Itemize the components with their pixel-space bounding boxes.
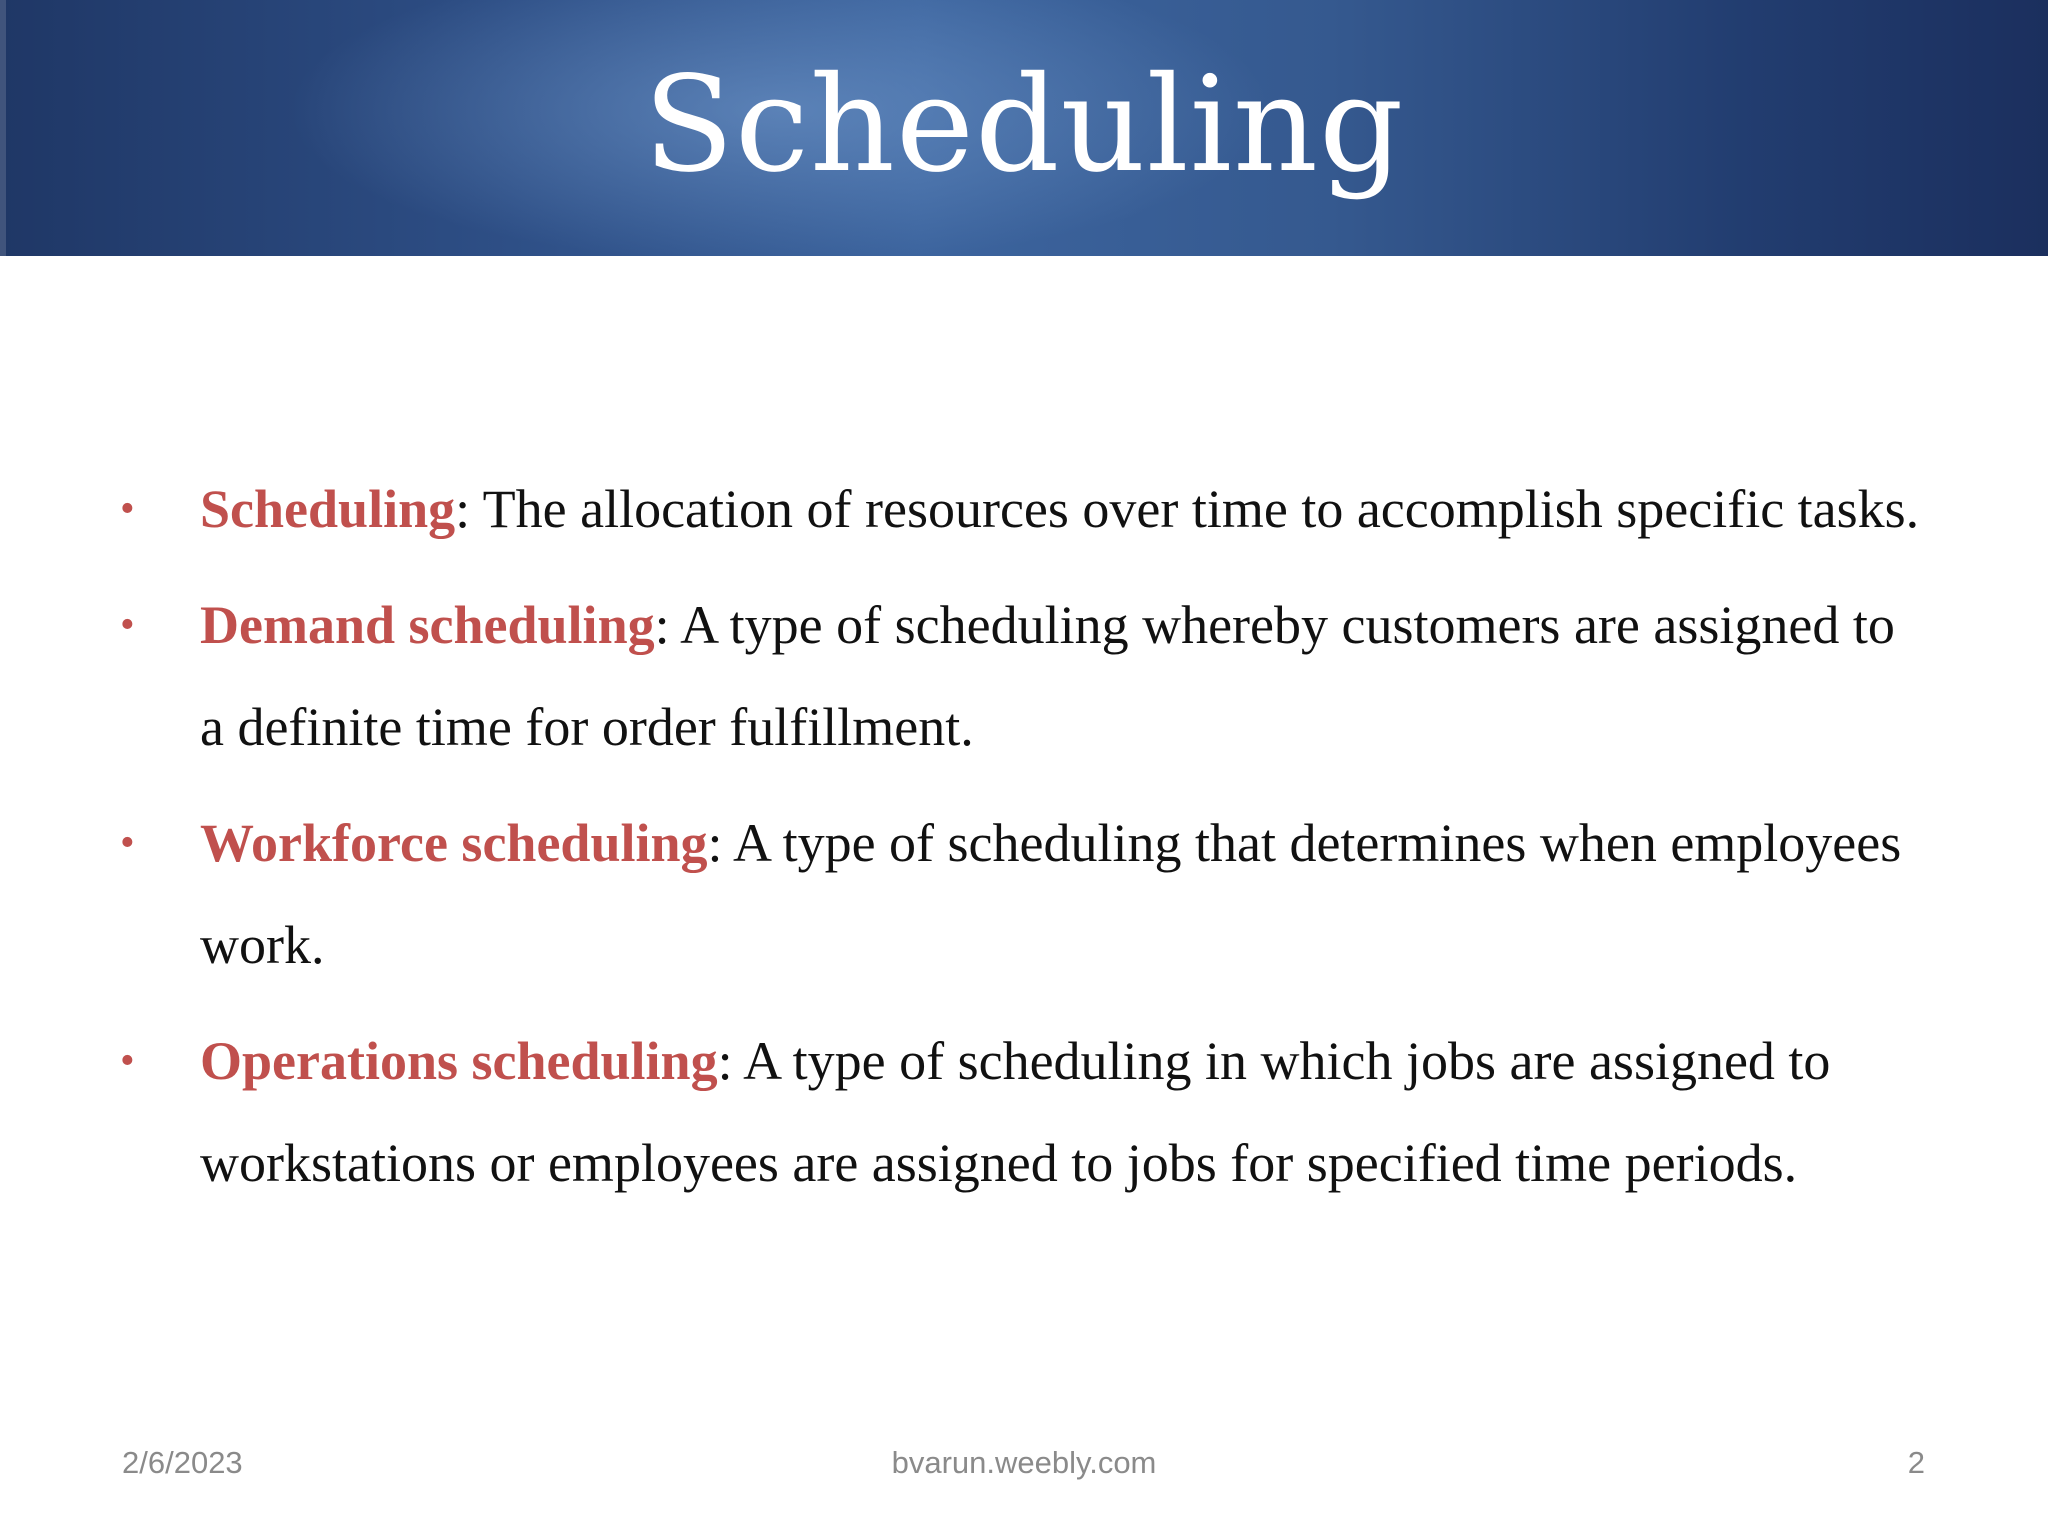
bullet-item-operations-scheduling [120,1010,1920,1214]
bullet-icon: • [120,1038,135,1084]
term-separator: : [455,479,471,539]
bullet-item-demand-scheduling [120,574,1920,778]
term-separator: : [717,1031,733,1091]
term-label: Scheduling [200,479,456,539]
footer-date: 2/6/2023 [122,1445,243,1480]
bullet-icon: • [120,820,135,866]
term-separator: : [707,813,723,873]
bullet-list [120,458,1920,1228]
term-definition: The allocation of resources over time to accomplish specific tasks. [470,479,1920,539]
bullet-icon: • [120,486,135,532]
term-definition: A type of scheduling that determines when employees work. [200,813,1902,975]
term-label: Demand scheduling [200,595,655,655]
page-number: 2 [1907,1445,1925,1480]
footer-site: bvarun.weebly.com [891,1445,1157,1480]
slide-title: Scheduling [643,48,1405,202]
bullet-item-workforce-scheduling [120,792,1920,996]
bullet-item-scheduling [120,458,1920,560]
term-definition: A type of scheduling in which jobs are assigned to workstations or employees are assigned to jobs for specified time periods. [200,1031,1831,1193]
bullet-icon: • [120,602,135,648]
term-label: Workforce scheduling [200,813,708,873]
term-label: Operations scheduling [200,1031,718,1091]
term-separator: : [654,595,670,655]
title-banner [0,0,2048,256]
term-definition: A type of scheduling whereby customers are assigned to a definite time for order fulfillment. [200,595,1895,757]
